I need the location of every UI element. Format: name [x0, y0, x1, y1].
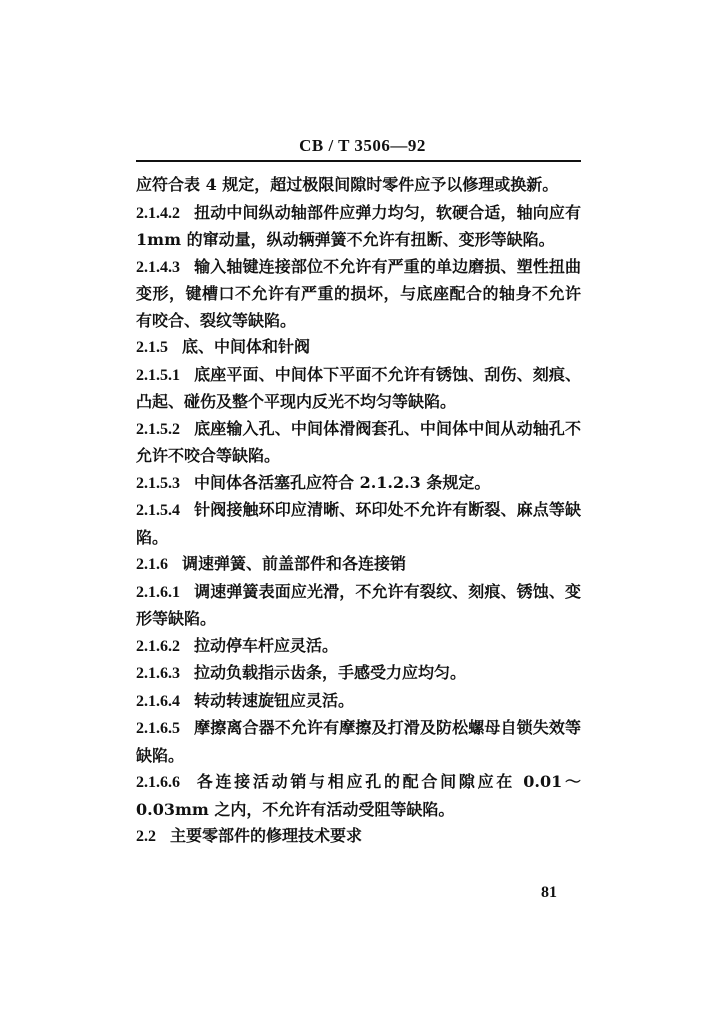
- clause-2-1-4-2: [136, 200, 581, 254]
- clause-2-1-4-3: [136, 254, 581, 335]
- clause-2-1-6-2: [136, 633, 581, 661]
- clause-2-1-6-3: [136, 660, 581, 688]
- clause-text: 底座平面、中间体下平面不允许有锈蚀、刮伤、刻痕、凸起、碰伤及整个平现内反光不均匀等缺陷。: [136, 364, 581, 411]
- clause-number: 2.1.6.3: [136, 665, 180, 682]
- clause-number: 2.1.5.1: [136, 366, 180, 384]
- clause-text: 底座输入孔、中间体滑阀套孔、中间体中间从动轴孔不允许不咬合等缺陷。: [136, 418, 581, 465]
- clause-number: 2.1.6: [136, 556, 168, 573]
- clause-2-1-5-1: [136, 362, 581, 416]
- standard-code-header: CB / T 3506—92: [299, 136, 426, 155]
- clause-number: 2.1.6.5: [136, 720, 180, 737]
- clause-text: 中间体各活塞孔应符合 2.1.2.3 条规定。: [194, 472, 491, 492]
- clause-2-1-6-6: [136, 769, 581, 823]
- clause-text: 主要零部件的修理技术要求: [170, 826, 363, 845]
- clause-text: 拉动负载指示齿条，手感受力应均匀。: [194, 663, 467, 682]
- document-body: [136, 172, 581, 851]
- clause-number: 2.1.5.2: [136, 420, 180, 438]
- clause-2-2-heading: [136, 823, 581, 851]
- clause-text: 调速弹簧、前盖部件和各连接销: [182, 554, 407, 573]
- clause-2-1-5-heading: [136, 334, 581, 362]
- clause-text: 针阀接触环印应清晰、环印处不允许有断裂、麻点等缺陷。: [136, 500, 581, 547]
- clause-2-1-5-2: [136, 416, 581, 470]
- clause-text: 摩擦离合器不允许有摩擦及打滑及防松螺母自锁失效等缺陷。: [136, 718, 581, 765]
- clause-text: 各连接活动销与相应孔的配合间隙应在 0.01～0.03mm 之内，不允许有活动受阻等缺陷。: [136, 772, 581, 819]
- clause-2-1-6-5: [136, 715, 581, 769]
- clause-number: 2.1.5: [136, 339, 168, 356]
- clause-number: 2.2: [136, 828, 156, 845]
- clause-2-1-6-1: [136, 579, 581, 633]
- clause-text: 底、中间体和针阀: [182, 337, 311, 356]
- clause-number: 2.1.6.1: [136, 583, 180, 601]
- clause-text: 应符合表 4 规定，超过极限间隙时零件应予以修理或换新。: [136, 175, 559, 194]
- clause-2-1-5-4: [136, 497, 581, 551]
- clause-2-1-6-heading: [136, 551, 581, 579]
- clause-number: 2.1.6.2: [136, 637, 180, 655]
- clause-number: 2.1.5.4: [136, 502, 180, 519]
- clause-number: 2.1.4.3: [136, 258, 180, 276]
- page-number: 81: [541, 884, 557, 901]
- clause-number: 2.1.6.4: [136, 692, 180, 710]
- clause-text: 拉动停车杆应灵活。: [194, 635, 339, 655]
- header-rule: [136, 160, 581, 162]
- clause-2-1-6-4: [136, 688, 581, 716]
- clause-number: 2.1.4.2: [136, 204, 180, 222]
- clause-number: 2.1.5.3: [136, 474, 180, 492]
- clause-2-1-5-3: [136, 470, 581, 498]
- clause-text: 转动转速旋钮应灵活。: [194, 690, 355, 710]
- clause-text: 输入轴键连接部位不允许有严重的单边磨损、塑性扭曲变形，键槽口不允许有严重的损坏，与底座配合的轴身不允许有咬合、裂纹等缺陷。: [136, 256, 581, 330]
- clause-text: 扭动中间纵动轴部件应弹力均匀，软硬合适，轴向应有 1mm 的窜动量，纵动辆弹簧不允许有扭断、变形等缺陷。: [136, 202, 581, 249]
- paragraph-continuation: [136, 172, 581, 200]
- clause-text: 调速弹簧表面应光滑，不允许有裂纹、刻痕、锈蚀、变形等缺陷。: [136, 581, 581, 628]
- clause-number: 2.1.6.6: [136, 774, 180, 791]
